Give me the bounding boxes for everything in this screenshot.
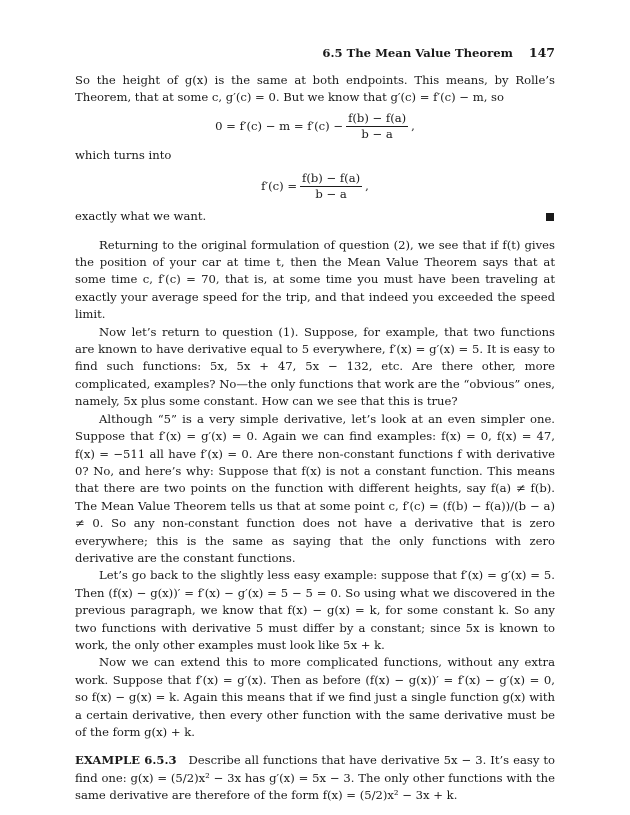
- equation-2-denominator: b − a: [315, 186, 347, 201]
- page-body: [75, 72, 555, 805]
- equation-1-lhs: 0 = f′(c) − m = f′(c) −: [215, 119, 344, 134]
- example-label: EXAMPLE 6.5.3: [75, 753, 177, 768]
- paragraph-3: exactly what we want.: [75, 209, 207, 224]
- running-header: [75, 45, 555, 60]
- equation-1-tail: ,: [411, 119, 415, 134]
- equation-1-numerator: f(b) − f(a): [348, 111, 407, 126]
- section-title: 6.5 The Mean Value Theorem: [322, 46, 513, 60]
- equation-1-fraction: [346, 111, 408, 142]
- proof-end-row: [75, 208, 555, 225]
- equation-1: [75, 107, 555, 147]
- equation-2-lhs: f′(c) =: [261, 178, 298, 193]
- paragraph-1: So the height of g(x) is the same at both endpoints. This means, by Rolle’s Theorem, that at some c, g′(c) = 0. But we know that g′(c) = f′(c) − m, so: [75, 73, 555, 105]
- paragraph-8: Now we can extend this to more complicated functions, without any extra work. Suppose that f′(x) = g′(x). Then as before (f(x) − g(x))′ = f′(x) − g′(x) = 0, so f(x) − g(x) = k. Again this means that if we find just a single function g(x) with a certain derivative, then every other function with the same derivative must be of the form g(x) + k.: [75, 655, 555, 739]
- example-text: Describe all functions that have derivative 5x − 3. It’s easy to find one: g(x) = (5/2)x² − 3x has g′(x) = 5x − 3. The only other functions with the same derivative are therefore of the form f(x) = (5/2)x² − 3x + k.: [75, 753, 555, 803]
- equation-2-numerator: f(b) − f(a): [302, 170, 361, 185]
- paragraph-4: Returning to the original formulation of question (2), we see that if f(t) gives the position of your car at time t, then the Mean Value Theorem says that at some time c, f′(c) = 70, that is, at some time you must have been traveling at exactly your average speed for the trip, and that indeed you exceeded the speed limit.: [75, 237, 555, 322]
- paragraph-5: Now let’s return to question (1). Suppose, for example, that two functions are known to have derivative equal to 5 everywhere, f′(x) = g′(x) = 5. It is easy to find such functions: 5x, 5x + 47, 5x − 132, etc. Are there other, more complicated, examples? No—the only functions that work are the “obvious” ones, namely, 5x plus some constant. How can we see that this is true?: [75, 324, 555, 409]
- qed-square-icon: [546, 213, 554, 221]
- paragraph-6: Although “5” is a very simple derivative, let’s look at an even simpler one. Suppose that f′(x) = g′(x) = 0. Again we can find examples: f(x) = 0, f(x) = 47, f(x) = −511 all have f′(x) = 0. Are there non-constant functions f with derivative 0? No, and here’s why: Suppose that f(x) is not a constant function. This means that there are two points on the function with different heights, say f(a) ≠ f(b). The Mean Value Theorem tells us that at some point c, f′(c) = (f(b) − f(a))/(b − a) ≠ 0. So any non-constant function does not have a derivative that is zero everywhere; this is the same as saying that the only functions with zero derivative are the constant functions.: [75, 411, 555, 565]
- paragraph-2: which turns into: [75, 147, 172, 162]
- equation-2-fraction: [300, 171, 362, 202]
- equation-2: [75, 164, 555, 208]
- equation-2-tail: ,: [365, 178, 369, 193]
- paragraph-7: Let’s go back to the slightly less easy example: suppose that f′(x) = g′(x) = 5. Then (f(x) − g(x))′ = f′(x) − g′(x) = 5 − 5 = 0. So using what we discovered in the previous paragraph, we know that f(x) − g(x) = k, for some constant k. So any two functions with derivative 5 must differ by a constant; since 5x is known to work, the only other examples must look like 5x + k.: [75, 568, 555, 652]
- example-block: [75, 752, 555, 804]
- equation-1-denominator: b − a: [361, 127, 393, 142]
- page-number: 147: [528, 45, 555, 60]
